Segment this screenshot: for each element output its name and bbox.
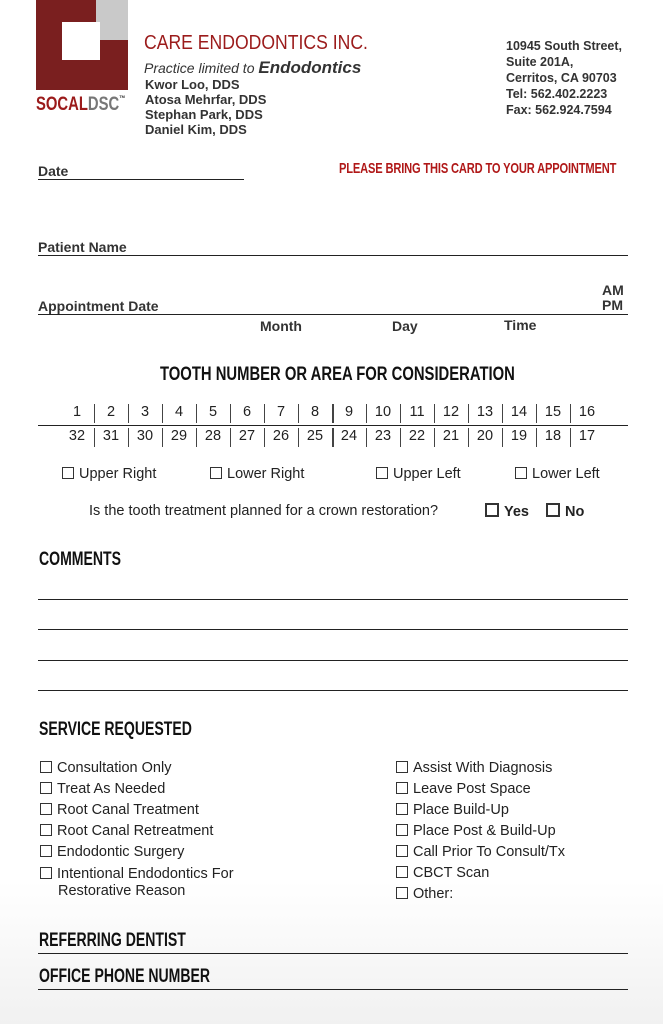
tooth-upper-2[interactable]: 2 <box>106 404 116 420</box>
tooth-separator <box>162 404 163 423</box>
service-list-right <box>396 758 565 905</box>
quadrant-upper-right[interactable] <box>62 466 156 482</box>
tooth-separator <box>400 428 401 447</box>
service-option[interactable]: Root Canal Treatment <box>40 800 234 821</box>
yes-label: Yes <box>504 504 529 520</box>
tooth-upper-7[interactable]: 7 <box>276 404 286 420</box>
referring-dentist-label: REFERRING DENTIST <box>39 930 186 951</box>
tooth-lower-24[interactable]: 24 <box>340 428 358 444</box>
tooth-lower-23[interactable]: 23 <box>374 428 392 444</box>
tooth-separator <box>400 404 401 423</box>
tooth-separator <box>264 404 265 423</box>
tooth-lower-18[interactable]: 18 <box>544 428 562 444</box>
day-sublabel: Day <box>392 318 418 334</box>
month-sublabel: Month <box>260 318 302 334</box>
checkbox[interactable] <box>40 782 52 794</box>
checkbox[interactable] <box>546 503 560 517</box>
service-requested-heading: SERVICE REQUESTED <box>39 719 192 740</box>
tooth-separator <box>298 404 299 423</box>
quadrant-label: Lower Left <box>532 466 600 482</box>
tooth-section-heading: TOOTH NUMBER OR AREA FOR CONSIDERATION <box>160 364 515 385</box>
service-option[interactable]: Intentional Endodontics For <box>40 866 234 883</box>
referring-dentist-field[interactable] <box>38 953 628 954</box>
quadrant-lower-right[interactable] <box>210 466 304 482</box>
checkbox[interactable] <box>396 866 408 878</box>
tooth-lower-25[interactable]: 25 <box>306 428 324 444</box>
checkbox[interactable] <box>396 845 408 857</box>
tooth-lower-30[interactable]: 30 <box>136 428 154 444</box>
checkbox[interactable] <box>485 503 499 517</box>
tooth-separator <box>94 428 95 447</box>
logo-text <box>36 94 151 116</box>
tooth-upper-13[interactable]: 13 <box>476 404 494 420</box>
tooth-lower-31[interactable]: 31 <box>102 428 120 444</box>
tooth-lower-28[interactable]: 28 <box>204 428 222 444</box>
tooth-lower-29[interactable]: 29 <box>170 428 188 444</box>
doctor-name: Kwor Loo, DDS <box>145 77 240 92</box>
quadrant-label: Upper Right <box>79 466 157 482</box>
tooth-separator <box>536 428 537 447</box>
tooth-separator <box>196 428 197 447</box>
tooth-separator <box>264 428 265 447</box>
comments-heading: COMMENTS <box>39 549 122 570</box>
tooth-upper-5[interactable]: 5 <box>208 404 218 420</box>
office-phone-field[interactable] <box>38 989 628 990</box>
checkbox[interactable] <box>40 845 52 857</box>
checkbox[interactable] <box>62 467 74 479</box>
tooth-separator <box>570 428 571 447</box>
date-label: Date <box>38 163 69 179</box>
tooth-upper-3[interactable]: 3 <box>140 404 150 420</box>
phone-line: Tel: 562.402.2223 <box>506 87 608 101</box>
tooth-upper-8[interactable]: 8 <box>310 404 320 420</box>
tooth-upper-11[interactable]: 11 <box>409 404 425 420</box>
service-list-left <box>40 758 234 900</box>
service-option-continuation: Restorative Reason <box>58 883 186 899</box>
logo-accent-bar <box>96 0 128 40</box>
doctor-list <box>145 77 266 137</box>
checkbox[interactable] <box>396 887 408 899</box>
service-option[interactable]: Leave Post Space <box>396 779 565 800</box>
appointment-date-label: Appointment Date <box>38 298 159 314</box>
checkbox[interactable] <box>515 467 527 479</box>
tooth-lower-22[interactable]: 22 <box>408 428 426 444</box>
patient-name-field[interactable] <box>38 255 628 256</box>
doctor-name: Stephan Park, DDS <box>145 107 263 122</box>
tooth-separator <box>502 404 503 423</box>
tooth-upper-15[interactable]: 15 <box>544 404 562 420</box>
date-field[interactable] <box>38 179 244 180</box>
tooth-upper-16[interactable]: 16 <box>578 404 596 420</box>
office-phone-label: OFFICE PHONE NUMBER <box>39 966 211 987</box>
service-option[interactable]: Consultation Only <box>40 758 234 779</box>
tooth-lower-27[interactable]: 27 <box>238 428 256 444</box>
tagline-prefix: Practice limited to <box>144 60 255 76</box>
tooth-separator <box>570 404 571 423</box>
tooth-lower-19[interactable]: 19 <box>510 428 528 444</box>
tooth-upper-10[interactable]: 10 <box>374 404 392 420</box>
tooth-separator <box>196 404 197 423</box>
company-name: CARE ENDODONTICS INC. <box>144 32 368 54</box>
tooth-chart-divider <box>38 425 628 426</box>
logo-tm: ™ <box>119 94 126 103</box>
checkbox[interactable] <box>210 467 222 479</box>
tooth-separator <box>468 404 469 423</box>
checkbox[interactable] <box>396 761 408 773</box>
tooth-separator <box>434 404 435 423</box>
quadrant-label: Lower Right <box>227 466 305 482</box>
tooth-separator <box>366 404 367 423</box>
tooth-separator <box>434 428 435 447</box>
tooth-separator <box>94 404 95 423</box>
tooth-upper-6[interactable]: 6 <box>242 404 252 420</box>
comment-line[interactable] <box>38 599 628 600</box>
tooth-upper-4[interactable]: 4 <box>174 404 184 420</box>
am-pm-selector[interactable] <box>602 283 624 313</box>
tooth-lower-17[interactable]: 17 <box>578 428 596 444</box>
address-line: Cerritos, CA 90703 <box>506 71 617 85</box>
pm-option[interactable]: PM <box>602 297 623 313</box>
service-option[interactable]: Assist With Diagnosis <box>396 758 565 779</box>
no-label: No <box>565 504 585 520</box>
comment-line[interactable] <box>38 629 628 630</box>
tagline <box>144 58 361 78</box>
address-line: 10945 South Street, <box>506 39 623 53</box>
appointment-date-field[interactable] <box>38 314 628 315</box>
checkbox[interactable] <box>396 803 408 815</box>
tooth-upper-12[interactable]: 12 <box>442 404 460 420</box>
quadrant-label: Upper Left <box>393 466 461 482</box>
service-option[interactable]: CBCT Scan <box>396 863 565 884</box>
checkbox[interactable] <box>40 803 52 815</box>
am-option[interactable]: AM <box>602 282 624 298</box>
checkbox[interactable] <box>376 467 388 479</box>
tooth-upper-14[interactable]: 14 <box>510 404 528 420</box>
comment-line[interactable] <box>38 690 628 691</box>
doctor-name: Atosa Mehrfar, DDS <box>145 92 267 107</box>
service-option[interactable]: Endodontic Surgery <box>40 842 234 863</box>
tooth-separator <box>128 428 129 447</box>
checkbox[interactable] <box>40 824 52 836</box>
tooth-separator <box>230 404 231 423</box>
tooth-separator <box>332 404 334 423</box>
service-option[interactable]: Other: <box>396 884 565 905</box>
crown-question: Is the tooth treatment planned for a crown restoration? <box>89 503 439 519</box>
comment-line[interactable] <box>38 660 628 661</box>
tooth-separator <box>332 428 334 447</box>
time-sublabel: Time <box>504 317 537 333</box>
tooth-upper-1[interactable]: 1 <box>72 404 82 420</box>
quadrant-lower-left[interactable] <box>515 466 600 482</box>
service-option[interactable]: Place Post & Build-Up <box>396 821 565 842</box>
crown-yes-option[interactable] <box>485 503 529 520</box>
fax-line: Fax: 562.924.7594 <box>506 103 612 117</box>
address-line: Suite 201A, <box>506 55 574 69</box>
tooth-upper-9[interactable]: 9 <box>344 404 354 420</box>
logo-inner-square <box>62 22 100 60</box>
checkbox[interactable] <box>396 782 408 794</box>
tooth-separator <box>298 428 299 447</box>
tooth-lower-32[interactable]: 32 <box>68 428 86 444</box>
tagline-emphasis: Endodontics <box>258 58 362 77</box>
tooth-lower-26[interactable]: 26 <box>272 428 290 444</box>
address-block <box>506 38 622 118</box>
tooth-separator <box>502 428 503 447</box>
checkbox[interactable] <box>396 824 408 836</box>
tooth-separator <box>128 404 129 423</box>
patient-name-label: Patient Name <box>38 239 127 255</box>
tooth-lower-21[interactable]: 21 <box>442 428 460 444</box>
service-option[interactable]: Root Canal Retreatment <box>40 821 234 842</box>
quadrant-upper-left[interactable] <box>376 466 461 482</box>
checkbox[interactable] <box>40 867 52 879</box>
tooth-separator <box>230 428 231 447</box>
service-option[interactable]: Treat As Needed <box>40 779 234 800</box>
tooth-separator <box>366 428 367 447</box>
appointment-notice: PLEASE BRING THIS CARD TO YOUR APPOINTMENT <box>339 160 617 177</box>
tooth-separator <box>536 404 537 423</box>
tooth-separator <box>468 428 469 447</box>
logo-text-socal: SOCAL <box>36 94 88 115</box>
crown-no-option[interactable] <box>546 503 584 520</box>
tooth-lower-20[interactable]: 20 <box>476 428 494 444</box>
tooth-separator <box>162 428 163 447</box>
doctor-name: Daniel Kim, DDS <box>145 122 247 137</box>
service-option[interactable]: Place Build-Up <box>396 800 565 821</box>
checkbox[interactable] <box>40 761 52 773</box>
service-option[interactable]: Call Prior To Consult/Tx <box>396 842 565 863</box>
logo-text-dsc: DSC <box>87 94 120 115</box>
